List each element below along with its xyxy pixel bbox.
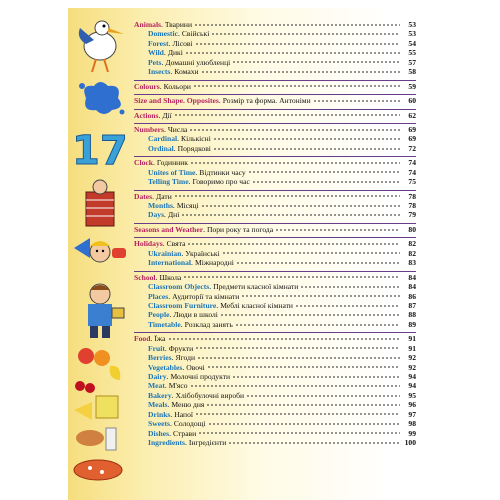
entry-ukrainian: Напої <box>174 409 194 419</box>
toc-section <box>134 94 416 105</box>
entry-ukrainian: Пори року та погода <box>206 224 274 234</box>
entry-ukrainian: Місяці <box>176 201 199 210</box>
toc-section <box>134 223 416 234</box>
section-divider <box>134 156 416 157</box>
toc-entry[interactable] <box>134 20 416 29</box>
entry-english: Days <box>148 210 165 220</box>
entry-separator: . <box>191 258 193 268</box>
toc-section <box>134 237 416 267</box>
entry-separator: . <box>169 428 172 438</box>
entry-ukrainian: Аудиторії та кімнати <box>172 291 240 301</box>
entry-english: Clock <box>134 158 153 168</box>
entry-separator: . <box>170 67 173 77</box>
table-of-contents <box>134 20 416 451</box>
entry-ukrainian: Кольори <box>163 81 191 91</box>
entry-separator: . <box>152 191 155 201</box>
entry-separator: . <box>164 343 167 353</box>
entry-english: Dairy <box>148 372 167 381</box>
entry-page-number: 94 <box>408 381 416 391</box>
entry-ukrainian: Міжнародні <box>194 258 234 268</box>
dot-leader <box>206 404 400 406</box>
entry-ukrainian: Школа <box>159 272 182 282</box>
entry-ukrainian: Люди в школі <box>173 310 218 320</box>
toc-subentry[interactable] <box>134 168 416 177</box>
entry-ukrainian: Молочні продукти <box>170 372 231 381</box>
entry-separator: . <box>163 124 166 134</box>
entry-separator: . <box>163 48 166 58</box>
entry-page-number: 74 <box>408 158 416 168</box>
school-boy-illustration <box>74 280 128 340</box>
entry-separator: . <box>182 362 185 372</box>
entry-ukrainian: Страви <box>173 428 197 438</box>
section-divider <box>134 237 416 238</box>
toc-subentry[interactable] <box>134 372 416 381</box>
entry-ukrainian: Солодощі <box>173 419 206 429</box>
calendar-person-illustration <box>76 178 124 230</box>
entry-english: Insects <box>148 67 171 77</box>
entry-ukrainian: Дикі <box>167 48 183 58</box>
entry-english: Holidays <box>134 239 163 249</box>
entry-page-number: 88 <box>408 310 416 320</box>
toc-section <box>134 332 416 447</box>
entry-english: Unites of Time <box>148 167 196 177</box>
entry-english: Telling Time <box>148 177 189 187</box>
entry-separator: . <box>171 390 174 400</box>
dot-leader <box>168 338 400 340</box>
dot-leader <box>220 314 400 316</box>
entry-separator: . <box>172 201 175 210</box>
entry-page-number: 89 <box>408 319 416 329</box>
entry-page-number: 54 <box>408 38 416 48</box>
toc-section <box>134 156 416 186</box>
entry-separator: . <box>171 353 174 363</box>
toc-subentry[interactable] <box>134 429 416 438</box>
toc-entry[interactable] <box>134 158 416 167</box>
stork-illustration <box>72 16 128 74</box>
entry-page-number: 60 <box>408 96 416 106</box>
toc-subentry[interactable] <box>134 344 416 353</box>
entry-separator: . <box>168 291 171 301</box>
entry-separator: . <box>203 224 205 234</box>
toc-subentry[interactable] <box>134 258 416 267</box>
dot-leader <box>236 262 400 264</box>
toc-subentry[interactable] <box>134 249 416 258</box>
toc-subentry[interactable] <box>134 400 416 409</box>
entry-page-number: 95 <box>408 390 416 400</box>
food-illustration <box>70 346 128 484</box>
toc-subentry[interactable] <box>134 419 416 428</box>
entry-separator: . <box>170 409 173 419</box>
entry-english: Meals <box>148 400 168 410</box>
entry-english: Actions <box>134 110 159 120</box>
section-divider <box>134 332 416 333</box>
entry-page-number: 53 <box>408 29 416 39</box>
toc-section <box>134 271 416 330</box>
dot-leader <box>295 305 400 307</box>
entry-separator: . <box>216 300 219 310</box>
entry-page-number: 57 <box>408 57 416 67</box>
dot-leader <box>275 229 400 231</box>
entry-ukrainian: Годинник <box>156 158 188 168</box>
entry-ukrainian: Предмети класної кімнати <box>213 282 299 292</box>
entry-separator: . <box>195 167 198 177</box>
paint-splash-illustration <box>76 78 128 118</box>
entry-ukrainian: Меню дня <box>171 400 205 410</box>
toc-subentry[interactable] <box>134 438 416 447</box>
entry-separator: . <box>173 143 176 153</box>
dot-leader <box>183 276 400 278</box>
entry-english: School <box>134 272 156 282</box>
entry-page-number: 82 <box>408 239 416 249</box>
entry-ukrainian: Розклад занять <box>184 319 233 329</box>
entry-english: Cardinal <box>148 134 178 144</box>
entry-english: Pets <box>148 57 162 67</box>
entry-page-number: 72 <box>408 143 416 153</box>
entry-separator: . <box>167 400 170 410</box>
dot-leader <box>174 195 400 197</box>
dot-leader <box>195 43 400 45</box>
entry-page-number: 55 <box>408 48 416 58</box>
toc-section <box>134 190 416 220</box>
dot-leader <box>197 357 400 359</box>
dot-leader <box>190 385 400 387</box>
entry-english: Domestic <box>148 29 178 39</box>
dot-leader <box>195 413 400 415</box>
entry-page-number: 74 <box>408 167 416 177</box>
entry-english: Timetable <box>148 319 181 329</box>
entry-english: Berries <box>148 353 172 363</box>
toc-subentry[interactable] <box>134 39 416 48</box>
entry-page-number: 79 <box>408 210 416 220</box>
dot-leader <box>201 205 400 207</box>
section-divider <box>134 271 416 272</box>
entry-page-number: 58 <box>408 67 416 77</box>
entry-english: Months <box>148 201 173 210</box>
toc-subentry[interactable] <box>134 320 416 329</box>
toc-subentry[interactable] <box>134 292 416 301</box>
number-seventeen-illustration <box>70 126 128 170</box>
toc-entry[interactable] <box>134 273 416 282</box>
entry-page-number: 69 <box>408 134 416 144</box>
toc-subentry[interactable] <box>134 310 416 319</box>
entry-ukrainian: Ягоди <box>175 353 196 363</box>
entry-page-number: 78 <box>408 191 416 201</box>
entry-ukrainian: Дати <box>156 191 172 201</box>
dot-leader <box>235 324 400 326</box>
entry-english: Classroom Objects <box>148 282 210 292</box>
entry-separator: . <box>152 158 155 168</box>
dot-leader <box>181 214 400 216</box>
entry-separator: . <box>162 239 165 249</box>
svg-text:17: 17 <box>72 128 128 170</box>
entry-english: Fruit <box>148 343 165 353</box>
entry-separator: . <box>164 210 166 220</box>
entry-ukrainian: Відтинки часу <box>199 167 246 177</box>
toc-entry[interactable] <box>134 225 416 234</box>
entry-ukrainian: Українські <box>185 248 220 258</box>
entry-english: People <box>148 310 170 320</box>
entry-english: Vegetables <box>148 362 183 372</box>
toc-subentry[interactable] <box>134 410 416 419</box>
toc-subentry[interactable] <box>134 301 416 310</box>
dot-leader <box>198 432 400 434</box>
entry-english: Sweets <box>148 419 170 429</box>
dot-leader <box>252 181 400 183</box>
toc-subentry[interactable] <box>134 29 416 38</box>
entry-english: Meat <box>148 381 165 391</box>
entry-english: Seasons and Weather <box>134 224 204 234</box>
entry-english: Colours <box>134 81 160 91</box>
dot-leader <box>193 85 400 87</box>
entry-page-number: 86 <box>408 291 416 301</box>
entry-english: Animals <box>134 20 162 29</box>
entry-separator: . <box>218 96 221 106</box>
entry-separator: . <box>155 272 158 282</box>
entry-english: Bakery <box>148 390 172 400</box>
toc-subentry[interactable] <box>134 67 416 76</box>
toc-subentry[interactable] <box>134 353 416 362</box>
toc-section <box>134 123 416 153</box>
section-divider <box>134 190 416 191</box>
dot-leader <box>208 423 400 425</box>
dot-leader <box>187 243 400 245</box>
toc-subentry[interactable] <box>134 134 416 143</box>
dot-leader <box>195 347 400 349</box>
dot-leader <box>241 295 400 297</box>
entry-page-number: 84 <box>408 282 416 292</box>
entry-english: Ordinal <box>148 143 174 153</box>
entry-ukrainian: Комахи <box>174 67 199 77</box>
toc-entry[interactable] <box>134 96 416 105</box>
toc-subentry[interactable] <box>134 381 416 390</box>
entry-page-number: 98 <box>408 419 416 429</box>
entry-ukrainian: Говоримо про час <box>192 177 250 187</box>
entry-ukrainian: Розмір та форма. Антоніми <box>222 96 311 106</box>
entry-separator: . <box>161 20 163 29</box>
dot-leader <box>201 71 400 73</box>
entry-page-number: 96 <box>408 400 416 410</box>
entry-ukrainian: Інгредієнти <box>188 438 227 448</box>
section-divider <box>134 123 416 124</box>
entry-english: Wild <box>148 48 164 58</box>
entry-ukrainian: Домашні улюбленці <box>165 57 231 67</box>
entry-ukrainian: Порядкові <box>177 143 211 153</box>
entry-page-number: 84 <box>408 272 416 282</box>
entry-separator: . <box>180 319 183 329</box>
entry-ukrainian: Лісові <box>172 38 193 48</box>
toc-entry[interactable] <box>134 82 416 91</box>
toc-section <box>134 109 416 120</box>
entry-separator: . <box>185 438 187 448</box>
entry-page-number: 75 <box>408 177 416 187</box>
toc-subentry[interactable] <box>134 210 416 219</box>
dot-leader <box>246 395 400 397</box>
entry-page-number: 91 <box>408 334 416 344</box>
entry-separator: . <box>166 372 169 381</box>
entry-page-number: 92 <box>408 353 416 363</box>
entry-ukrainian: Свійські <box>181 29 210 39</box>
entry-page-number: 100 <box>404 438 416 448</box>
toc-entry[interactable] <box>134 192 416 201</box>
illustration-column <box>68 8 132 500</box>
entry-english: Numbers <box>134 124 164 134</box>
toc-subentry[interactable] <box>134 48 416 57</box>
entry-page-number: 92 <box>408 362 416 372</box>
weather-person-illustration <box>70 234 128 270</box>
dot-leader <box>190 162 400 164</box>
entry-ukrainian: Тварини <box>164 20 193 29</box>
entry-page-number: 78 <box>408 201 416 210</box>
toc-subentry[interactable] <box>134 391 416 400</box>
entry-page-number: 97 <box>408 409 416 419</box>
entry-separator: . <box>181 248 184 258</box>
dot-leader <box>213 148 400 150</box>
entry-english: Dishes <box>148 428 170 438</box>
dot-leader <box>300 286 400 288</box>
entry-page-number: 94 <box>408 372 416 381</box>
entry-ukrainian: Фрукти <box>168 343 194 353</box>
entry-ukrainian: Хлібобулочні вироби <box>175 390 245 400</box>
entry-english: Food <box>134 334 151 344</box>
dot-leader <box>207 366 400 368</box>
toc-subentry[interactable] <box>134 282 416 291</box>
entry-page-number: 83 <box>408 258 416 268</box>
entry-english: Places <box>148 291 169 301</box>
entry-separator: . <box>164 381 167 391</box>
entry-ukrainian: Овочі <box>186 362 205 372</box>
entry-english: Forest <box>148 38 169 48</box>
toc-subentry[interactable] <box>134 58 416 67</box>
dot-leader <box>174 114 400 116</box>
entry-separator: . <box>158 110 161 120</box>
entry-separator: . <box>168 38 171 48</box>
toc-section <box>134 20 416 77</box>
entry-page-number: 82 <box>408 248 416 258</box>
entry-english: Classroom Furniture <box>148 300 217 310</box>
entry-english: Drinks <box>148 409 171 419</box>
toc-entry[interactable] <box>134 239 416 248</box>
dot-leader <box>189 129 400 131</box>
toc-subentry[interactable] <box>134 363 416 372</box>
section-divider <box>134 80 416 81</box>
dot-leader <box>248 171 400 173</box>
dot-leader <box>185 52 400 54</box>
dot-leader <box>232 61 400 63</box>
entry-english: Ukrainian <box>148 248 182 258</box>
entry-separator: . <box>159 81 162 91</box>
dot-leader <box>228 442 400 444</box>
section-divider <box>134 223 416 224</box>
entry-separator: . <box>209 282 212 292</box>
toc-subentry[interactable] <box>134 201 416 210</box>
toc-subentry[interactable] <box>134 144 416 153</box>
entry-page-number: 91 <box>408 343 416 353</box>
dot-leader <box>211 33 400 35</box>
entry-separator: . <box>188 177 191 187</box>
entry-separator: . <box>177 134 180 144</box>
toc-entry[interactable] <box>134 111 416 120</box>
entry-ukrainian: Дні <box>167 210 180 220</box>
section-divider <box>134 94 416 95</box>
entry-page-number: 62 <box>408 110 416 120</box>
entry-separator: . <box>169 419 172 429</box>
entry-page-number: 69 <box>408 124 416 134</box>
dot-leader <box>232 376 400 378</box>
entry-page-number: 53 <box>408 20 416 29</box>
entry-ukrainian: Дії <box>162 110 172 120</box>
toc-subentry[interactable] <box>134 177 416 186</box>
entry-separator: . <box>150 334 153 344</box>
entry-ukrainian: Числа <box>167 124 188 134</box>
entry-ukrainian: Кількісні <box>181 134 211 144</box>
entry-ukrainian: Їжа <box>154 334 166 344</box>
entry-separator: . <box>169 310 172 320</box>
entry-page-number: 80 <box>408 224 416 234</box>
dot-leader <box>222 252 400 254</box>
toc-section <box>134 80 416 91</box>
entry-separator: . <box>177 29 180 39</box>
entry-english: Ingredients <box>148 438 185 448</box>
entry-ukrainian: Свята <box>166 239 186 249</box>
entry-page-number: 87 <box>408 300 416 310</box>
entry-separator: . <box>161 57 164 67</box>
entry-page-number: 99 <box>408 428 416 438</box>
toc-entry[interactable] <box>134 125 416 134</box>
entry-ukrainian: М'ясо <box>168 381 188 391</box>
entry-english: Dates <box>134 191 153 201</box>
entry-ukrainian: Меблі класної кімнати <box>220 300 293 310</box>
dot-leader <box>313 100 400 102</box>
dot-leader <box>194 24 400 26</box>
entry-page-number: 59 <box>408 81 416 91</box>
entry-english: International <box>148 258 192 268</box>
dot-leader <box>213 138 400 140</box>
section-divider <box>134 109 416 110</box>
toc-entry[interactable] <box>134 334 416 343</box>
entry-english: Size and Shape. Opposites <box>134 96 219 106</box>
